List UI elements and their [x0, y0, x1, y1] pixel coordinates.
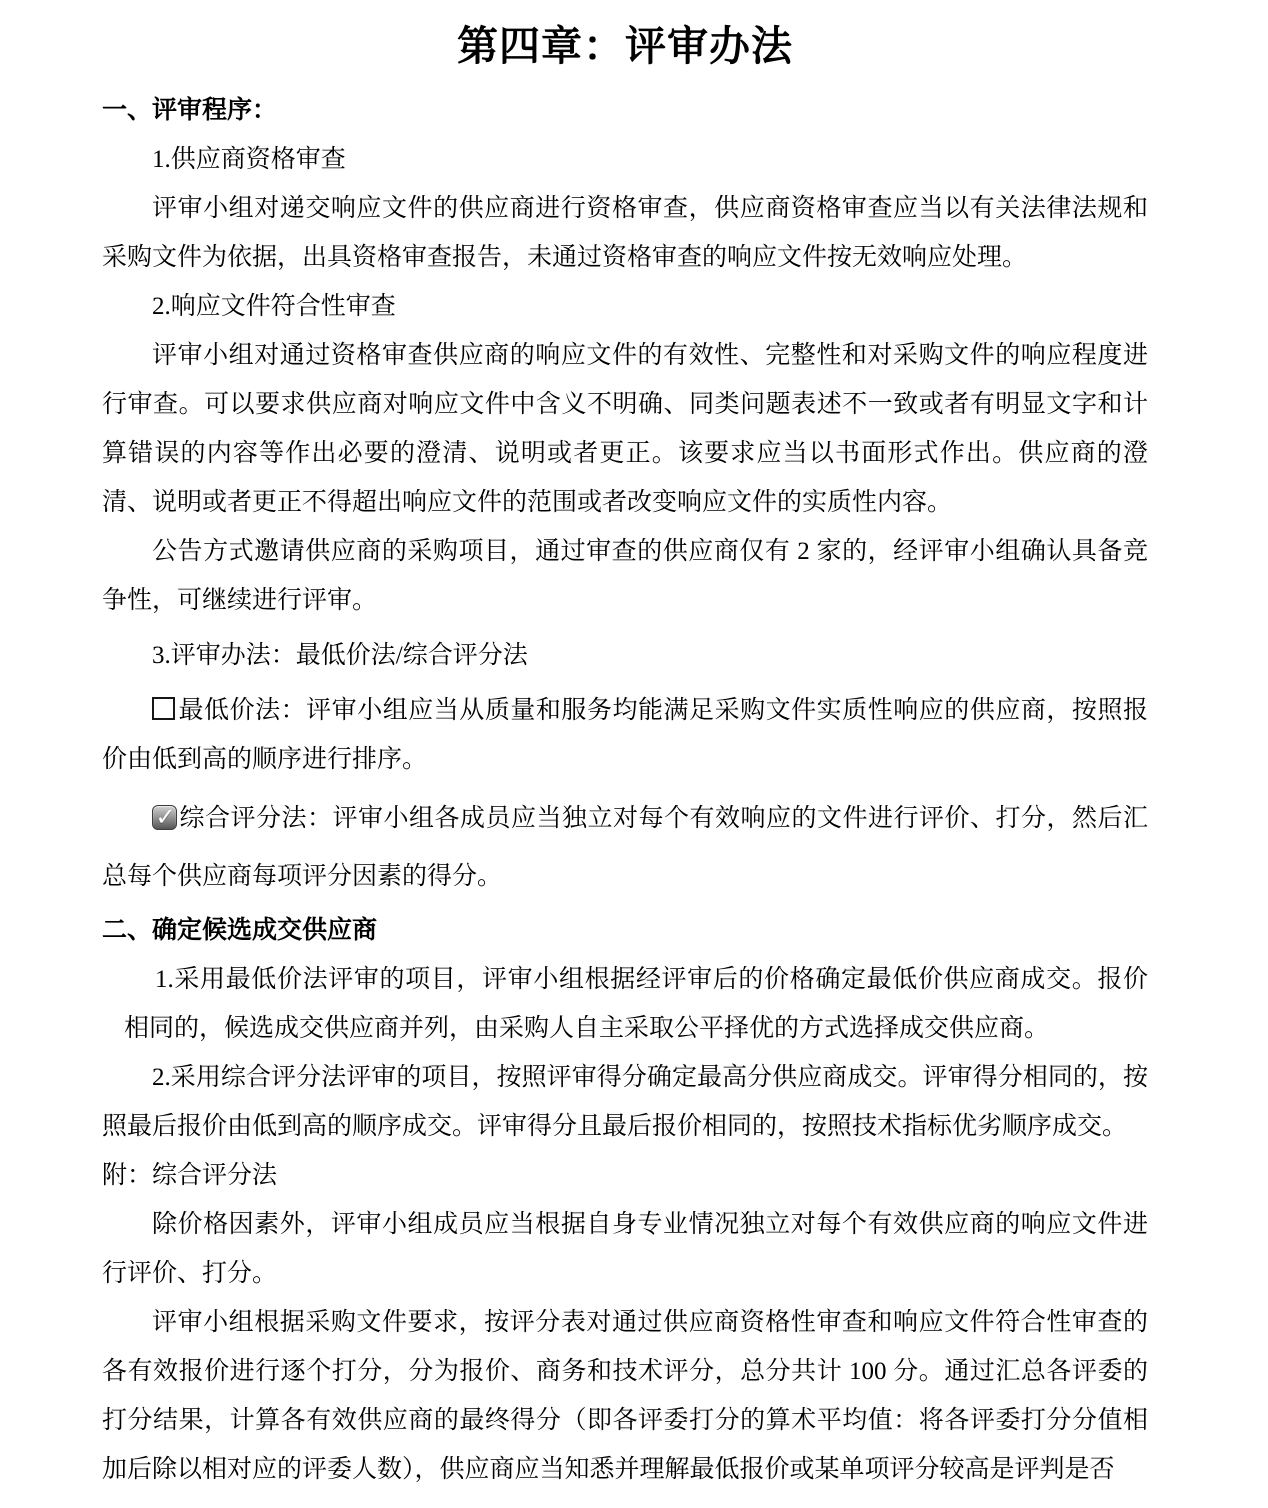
section2-para1: 1.采用最低价法评审的项目，评审小组根据经评审后的价格确定最低价供应商成交。报价相同的，候选成交供应商并列，由采购人自主采取公平择优的方式选择成交供应商。: [124, 966, 1148, 1042]
section1-item1: 1.供应商资格审查: [152, 146, 346, 173]
page-title: 第四章：评审办法: [457, 23, 793, 69]
checkbox-unchecked-icon[interactable]: [152, 697, 175, 720]
option-lowest-price: [102, 686, 1148, 784]
checkmark-icon: ✓: [155, 803, 176, 831]
section2-para2: 2.采用综合评分法评审的项目，按照评审得分确定最高分供应商成交。评审得分相同的，按照最后报价由低到高的顺序成交。评审得分且最后报价相同的，按照技术指标优劣顺序成交。: [102, 1064, 1148, 1140]
section1-heading: 一、评审程序：: [102, 97, 278, 124]
section1-item2: 2.响应文件符合性审查: [152, 293, 396, 320]
option-comprehensive-text: 综合评分法：评审小组各成员应当独立对每个有效响应的文件进行评价、打分，然后汇总每个供应商每项评分因素的得分。: [102, 805, 1148, 890]
option-comprehensive: [102, 790, 1148, 906]
section1-para2: 评审小组对通过资格审查供应商的响应文件的有效性、完整性和对采购文件的响应程度进行审查。可以要求供应商对响应文件中含义不明确、同类问题表述不一致或者有明显文字和计算错误的内容等作出必要的澄清、说明或者更正。该要求应当以书面形式作出。供应商的澄清、说明或者更正不得超出响应文件的范围或者改变响应文件的实质性内容。: [102, 342, 1148, 516]
section1-para3: 公告方式邀请供应商的采购项目，通过审查的供应商仅有 2 家的，经评审小组确认具备竞争性，可继续进行评审。: [102, 538, 1148, 614]
section1-item3: 3.评审办法：最低价法/综合评分法: [152, 642, 528, 669]
attachment-heading: 附：综合评分法: [102, 1162, 278, 1189]
checkbox-checked-icon[interactable]: [152, 805, 177, 830]
option-lowest-price-text: 最低价法：评审小组应当从质量和服务均能满足采购文件实质性响应的供应商，按照报价由低到高的顺序进行排序。: [102, 697, 1148, 773]
attachment-para2: 评审小组根据采购文件要求，按评分表对通过供应商资格性审查和响应文件符合性审查的各有效报价进行逐个打分，分为报价、商务和技术评分，总分共计 100 分。通过汇总各评委的打分结果，计算各有效供应商的最终得分（即各评委打分的算术平均值：将各评委打分分值相加后除以相对应的评委人数），供应商应当知悉并理解最低报价或某单项评分较高是评判是否: [102, 1309, 1148, 1483]
attachment-para1: 除价格因素外，评审小组成员应当根据自身专业情况独立对每个有效供应商的响应文件进行评价、打分。: [102, 1211, 1148, 1287]
section2-heading: 二、确定候选成交供应商: [102, 917, 378, 944]
section1-para1: 评审小组对递交响应文件的供应商进行资格审查，供应商资格审查应当以有关法律法规和采购文件为依据，出具资格审查报告，未通过资格审查的响应文件按无效响应处理。: [102, 195, 1148, 271]
